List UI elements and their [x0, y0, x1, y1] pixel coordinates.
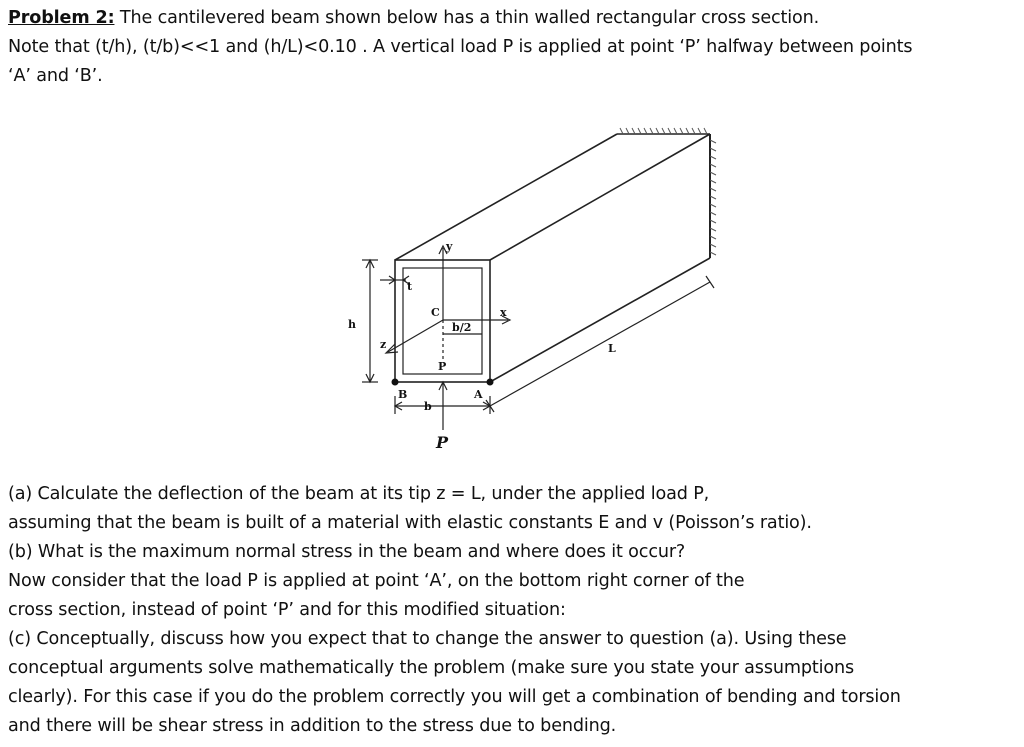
question-b: (b) What is the maximum normal stress in the beam and where does it occur?	[8, 542, 686, 562]
point-a-marker	[487, 379, 494, 386]
beam-edge-top-right	[490, 134, 710, 260]
b-point-label: B	[398, 388, 408, 401]
problem-heading: Problem 2:	[8, 8, 115, 28]
question-c-line-4: and there will be shear stress in addition to the stress due to bending.	[8, 716, 617, 736]
t-label: t	[407, 280, 413, 293]
length-label: L	[608, 342, 616, 355]
question-a-line-2: assuming that the beam is built of a material with elastic constants E and v (Poisson’s ratio).	[8, 513, 812, 533]
load-label: P	[436, 433, 449, 452]
beam-edge-top-left	[395, 134, 617, 260]
beam-figure	[340, 120, 740, 460]
c-label: C	[431, 306, 440, 319]
question-c-line-3: clearly). For this case if you do the problem correctly you will get a combination of bending and torsion	[8, 687, 901, 707]
modified-case-line-2: cross section, instead of point ‘P’ and for this modified situation:	[8, 600, 566, 620]
beam-diagram	[340, 120, 740, 460]
l-dimension	[490, 282, 710, 406]
problem-statement	[8, 4, 1018, 91]
question-a-line-1: (a) Calculate the deflection of the beam at its tip z = L, under the applied load P,	[8, 484, 710, 504]
z-label: z	[380, 338, 387, 351]
modified-case-line-1: Now consider that the load P is applied at point ‘A’, on the bottom right corner of the	[8, 571, 745, 591]
h-label: h	[348, 318, 356, 331]
x-label: x	[500, 306, 507, 319]
a-point-label: A	[474, 388, 483, 401]
question-c-line-2: conceptual arguments solve mathematically the problem (make sure you state your assumptions	[8, 658, 854, 678]
question-text	[8, 480, 1018, 741]
problem-line-1-text: The cantilevered beam shown below has a thin walled rectangular cross section.	[114, 8, 820, 28]
b-label: b	[424, 400, 432, 413]
p-point-label: P	[438, 360, 447, 373]
b-half-label: b/2	[452, 321, 472, 334]
problem-line-2: Note that (t/h), (t/b)<<1 and (h/L)<0.10 . A vertical load P is applied at point ‘P’ halfway between points	[8, 37, 913, 57]
question-c-line-1: (c) Conceptually, discuss how you expect that to change the answer to question (a). Using these	[8, 629, 847, 649]
y-label: y	[446, 240, 453, 253]
beam-edge-bottom-right	[490, 258, 710, 382]
problem-line-3: ‘A’ and ‘B’.	[8, 66, 103, 86]
wall-hatch	[620, 128, 716, 255]
point-b-marker	[392, 379, 399, 386]
problem-line-1	[8, 4, 1018, 33]
z-axis	[388, 320, 443, 352]
